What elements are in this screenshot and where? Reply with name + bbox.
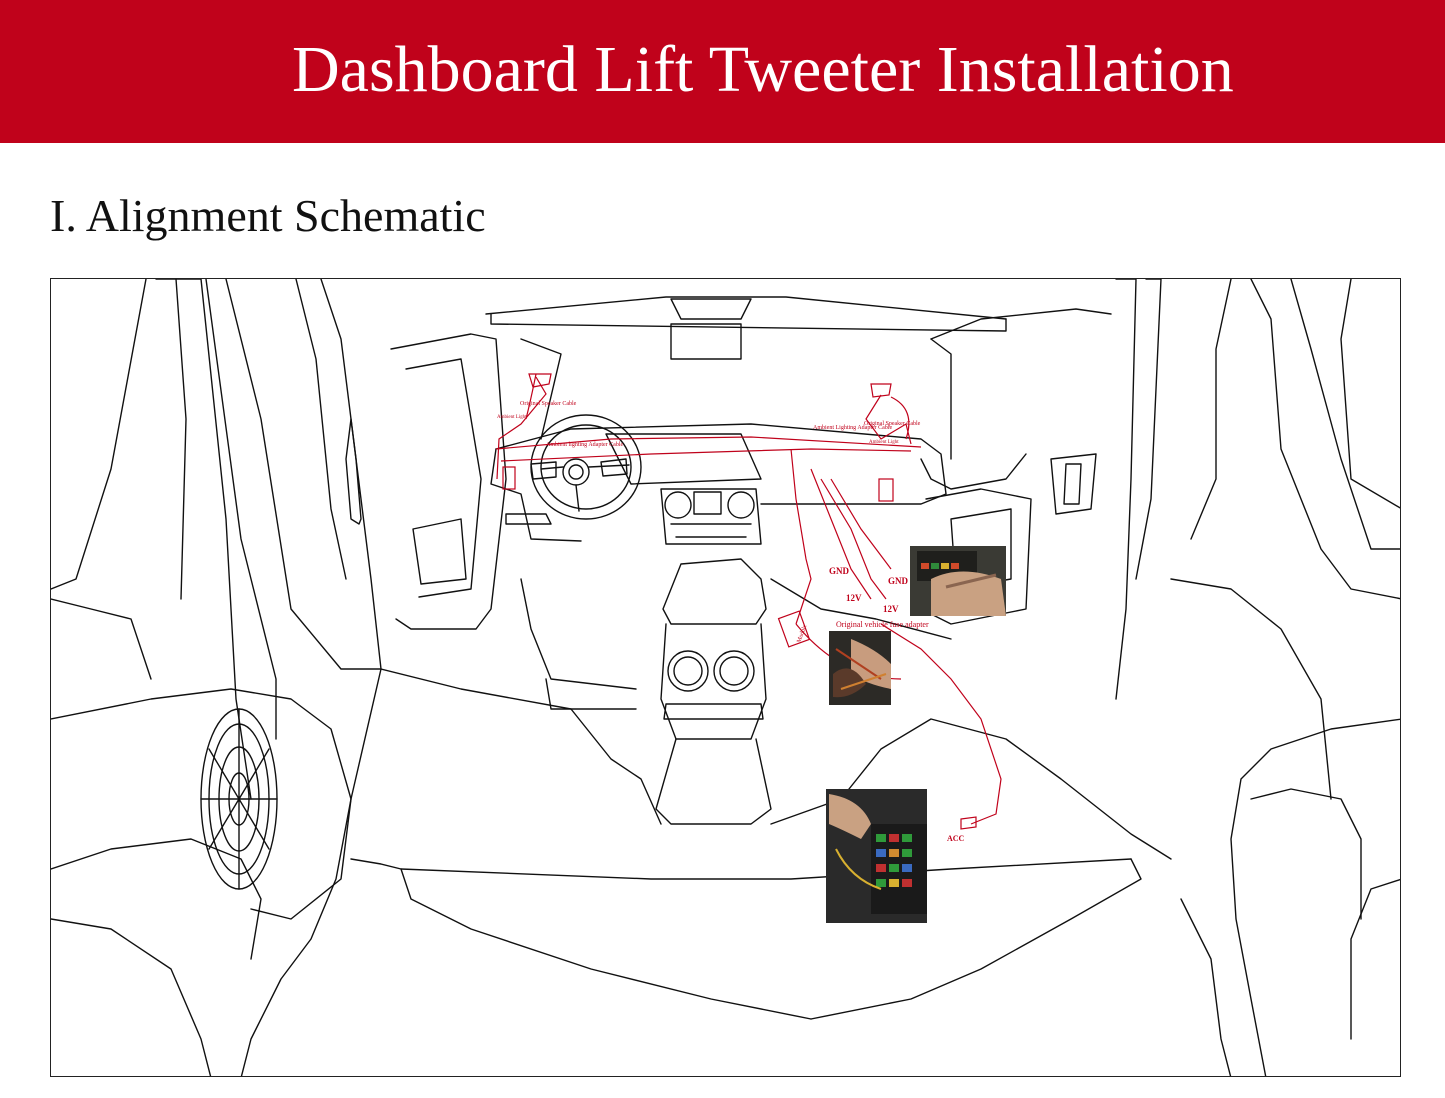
left-tweeter-icon xyxy=(529,374,551,387)
left-small-label: Ambient Light xyxy=(497,415,527,420)
wiring-labels xyxy=(497,401,965,843)
acc-label: ACC xyxy=(947,834,965,843)
schematic-frame xyxy=(50,278,1401,1077)
fuse-box-photo xyxy=(826,789,927,923)
right-ambient-label: Ambient Lighting Adapter Cable xyxy=(813,425,893,431)
fuse-panel-photo xyxy=(910,546,1006,616)
module-label: Module xyxy=(796,624,809,644)
header-banner xyxy=(0,0,1445,143)
left-speaker-cable-label: Original Speaker Cable xyxy=(520,401,577,407)
car-line-art xyxy=(51,279,1401,1077)
fuse-adapter-label: Original vehicle fuse adapter xyxy=(836,620,929,629)
page-title: Dashboard Lift Tweeter Installation xyxy=(292,33,1234,106)
gnd-left-label: GND xyxy=(829,566,849,576)
right-connector xyxy=(879,479,893,501)
gnd-right-label: GND xyxy=(888,576,908,586)
car-interior-diagram xyxy=(51,279,1401,1077)
right-speaker-cable-label: Original Speaker Cable xyxy=(864,421,921,427)
left-ambient-label: Ambient lighting Adapter Cable xyxy=(546,442,624,448)
wiring-harness-photo xyxy=(829,631,891,705)
section-title: I. Alignment Schematic xyxy=(50,190,486,241)
right-small-label: Ambient Light xyxy=(869,440,899,445)
v12-right-label: 12V xyxy=(883,604,899,614)
v12-left-label: 12V xyxy=(846,593,862,603)
